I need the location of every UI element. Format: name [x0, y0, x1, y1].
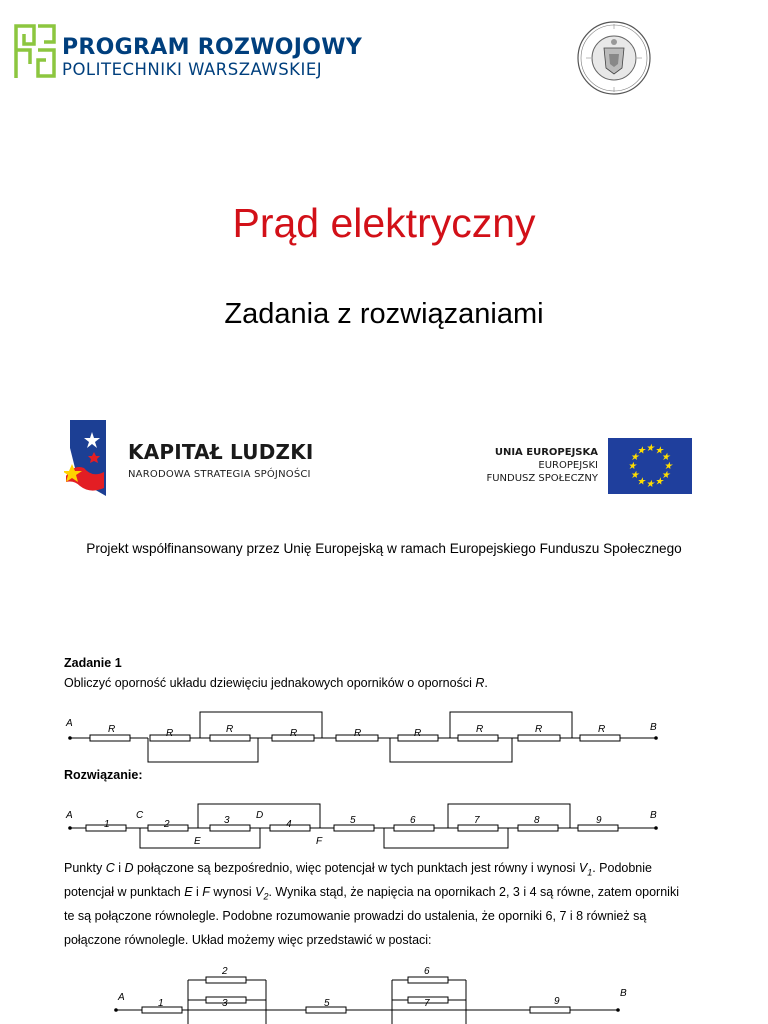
resistor-label-6: 6 — [424, 966, 430, 977]
svg-text:★: ★ — [661, 470, 670, 481]
task-text — [64, 676, 488, 690]
resistor — [518, 735, 560, 741]
node-a — [68, 826, 72, 830]
resistor-label-5: 5 — [350, 815, 356, 826]
node-a-label: A — [118, 992, 125, 1003]
task-text-end: . — [484, 676, 488, 690]
text: połączone są bezpośrednio, więc potencjał w tych punktach jest równy i wynosi — [133, 861, 579, 875]
solution-paragraph-1 — [64, 860, 714, 881]
node-a-label: A — [66, 718, 73, 729]
var-d: D — [124, 861, 134, 875]
circuit-diagram-3 — [110, 962, 650, 1024]
resistor-label-1: 1 — [104, 819, 110, 830]
node-d-label: D — [256, 810, 264, 821]
resistor-label: R — [414, 728, 422, 739]
program-line-2: POLITECHNIKI WARSZAWSKIEJ — [62, 60, 323, 79]
node-b-label: B — [620, 988, 627, 999]
node-e-label: E — [194, 836, 201, 847]
svg-text:★: ★ — [663, 461, 673, 472]
var-c: C — [105, 861, 115, 875]
task-text-main: Obliczyć oporność układu dziewięciu jednakowych oporników o oporności — [64, 676, 476, 690]
resistor-label-9: 9 — [596, 815, 602, 826]
page-title: Prąd elektryczny — [232, 200, 536, 246]
resistor-label-3: 3 — [224, 815, 230, 826]
var-v: V — [578, 861, 588, 875]
svg-text:★: ★ — [630, 470, 639, 481]
resistor — [458, 735, 498, 741]
svg-text:★: ★ — [630, 452, 639, 463]
resistor-label-9: 9 — [554, 996, 560, 1007]
solution-paragraph-3: te są połączone równolegle. Podobne rozumowanie prowadzi do ustalenia, że oporniki 6, 7 i 8 również są — [64, 909, 647, 923]
eu-line-2: EUROPEJSKI — [538, 460, 598, 471]
program-rozwojowy-logo — [12, 20, 58, 82]
task-var-r: R — [475, 676, 485, 690]
node-b — [654, 736, 658, 740]
node-b-label: B — [650, 810, 657, 821]
svg-text:★: ★ — [654, 476, 664, 488]
var-v: V — [255, 885, 264, 899]
eu-line-1: UNIA EUROPEJSKA — [494, 447, 598, 458]
page-subtitle: Zadania z rozwiązaniami — [224, 298, 544, 330]
kapital-ludzki-logo — [64, 418, 126, 498]
resistor-label-1: 1 — [158, 998, 164, 1009]
text: . Wynika stąd, że napięcia na opornikach 2, 3 i 4 są równe, zatem oporniki — [268, 885, 679, 899]
resistor-9 — [530, 1007, 570, 1013]
svg-text:★: ★ — [645, 479, 655, 490]
resistor-label: R — [226, 724, 234, 735]
node-a-label: A — [66, 810, 73, 821]
text: i — [114, 861, 125, 875]
resistor-label-6: 6 — [410, 815, 416, 826]
node-b — [616, 1008, 620, 1012]
program-line-1: PROGRAM ROZWOJOWY — [62, 35, 363, 60]
subscript: 2 — [263, 891, 269, 902]
solution-paragraph-4: połączone równolegle. Układ możemy więc przedstawić w postaci: — [64, 933, 432, 947]
kapital-ludzki-subtitle: NARODOWA STRATEGIA SPÓJNOŚCI — [128, 469, 311, 480]
resistor-label: R — [598, 724, 606, 735]
resistor-6 — [408, 977, 448, 983]
resistor — [580, 735, 620, 741]
text: Punkty — [64, 861, 106, 875]
var-e: E — [184, 885, 193, 899]
svg-text:★: ★ — [645, 443, 655, 454]
eu-line-3: FUNDUSZ SPOŁECZNY — [486, 473, 598, 484]
node-b — [654, 826, 658, 830]
resistor-label: R — [108, 724, 116, 735]
text: i — [192, 885, 203, 899]
subscript: 1 — [587, 867, 593, 878]
program-name — [62, 36, 362, 80]
resistor — [90, 735, 130, 741]
node-c-label: C — [136, 810, 144, 821]
text: wynosi — [209, 885, 256, 899]
resistor-label-8: 8 — [534, 815, 540, 826]
svg-text:★: ★ — [636, 445, 646, 457]
circuit-diagram-2 — [60, 800, 660, 852]
project-funding-note: Projekt współfinansowany przez Unię Europejską w ramach Europejskiego Funduszu Społecznego — [86, 541, 682, 556]
resistor-3 — [210, 825, 250, 831]
var-f: F — [202, 885, 210, 899]
kapital-ludzki-title: KAPITAŁ LUDZKI — [128, 440, 314, 464]
svg-text:★: ★ — [636, 476, 646, 488]
svg-text:★: ★ — [654, 445, 664, 457]
resistor-2 — [206, 977, 246, 983]
resistor-label: R — [166, 728, 174, 739]
text: . Podobnie — [592, 861, 652, 875]
resistor-label-5: 5 — [324, 998, 330, 1009]
resistor-label-4: 4 — [286, 819, 292, 830]
task-heading: Zadanie 1 — [64, 656, 122, 670]
solution-paragraph-2 — [64, 884, 714, 905]
node-f-label: F — [316, 836, 323, 847]
resistor — [210, 735, 250, 741]
resistor-label: R — [476, 724, 484, 735]
node-a — [114, 1008, 118, 1012]
eu-fund-text — [440, 446, 598, 485]
node-a — [68, 736, 72, 740]
resistor-label-2: 2 — [222, 966, 228, 977]
solution-heading: Rozwiązanie: — [64, 768, 143, 782]
resistor-label: R — [290, 728, 298, 739]
resistor-label-2: 2 — [164, 819, 170, 830]
resistor-label-7: 7 — [424, 998, 430, 1009]
circuit-diagram-1 — [60, 706, 660, 766]
svg-text:★: ★ — [627, 461, 637, 472]
text: potencjał w punktach — [64, 885, 185, 899]
node-b-label: B — [650, 722, 657, 733]
eu-flag-icon — [608, 438, 692, 494]
resistor-label: R — [354, 728, 362, 739]
resistor-label-3: 3 — [222, 998, 228, 1009]
resistor-label: R — [535, 724, 543, 735]
university-seal-icon — [576, 20, 652, 96]
resistor-label-7: 7 — [474, 815, 480, 826]
svg-text:★: ★ — [661, 452, 670, 463]
